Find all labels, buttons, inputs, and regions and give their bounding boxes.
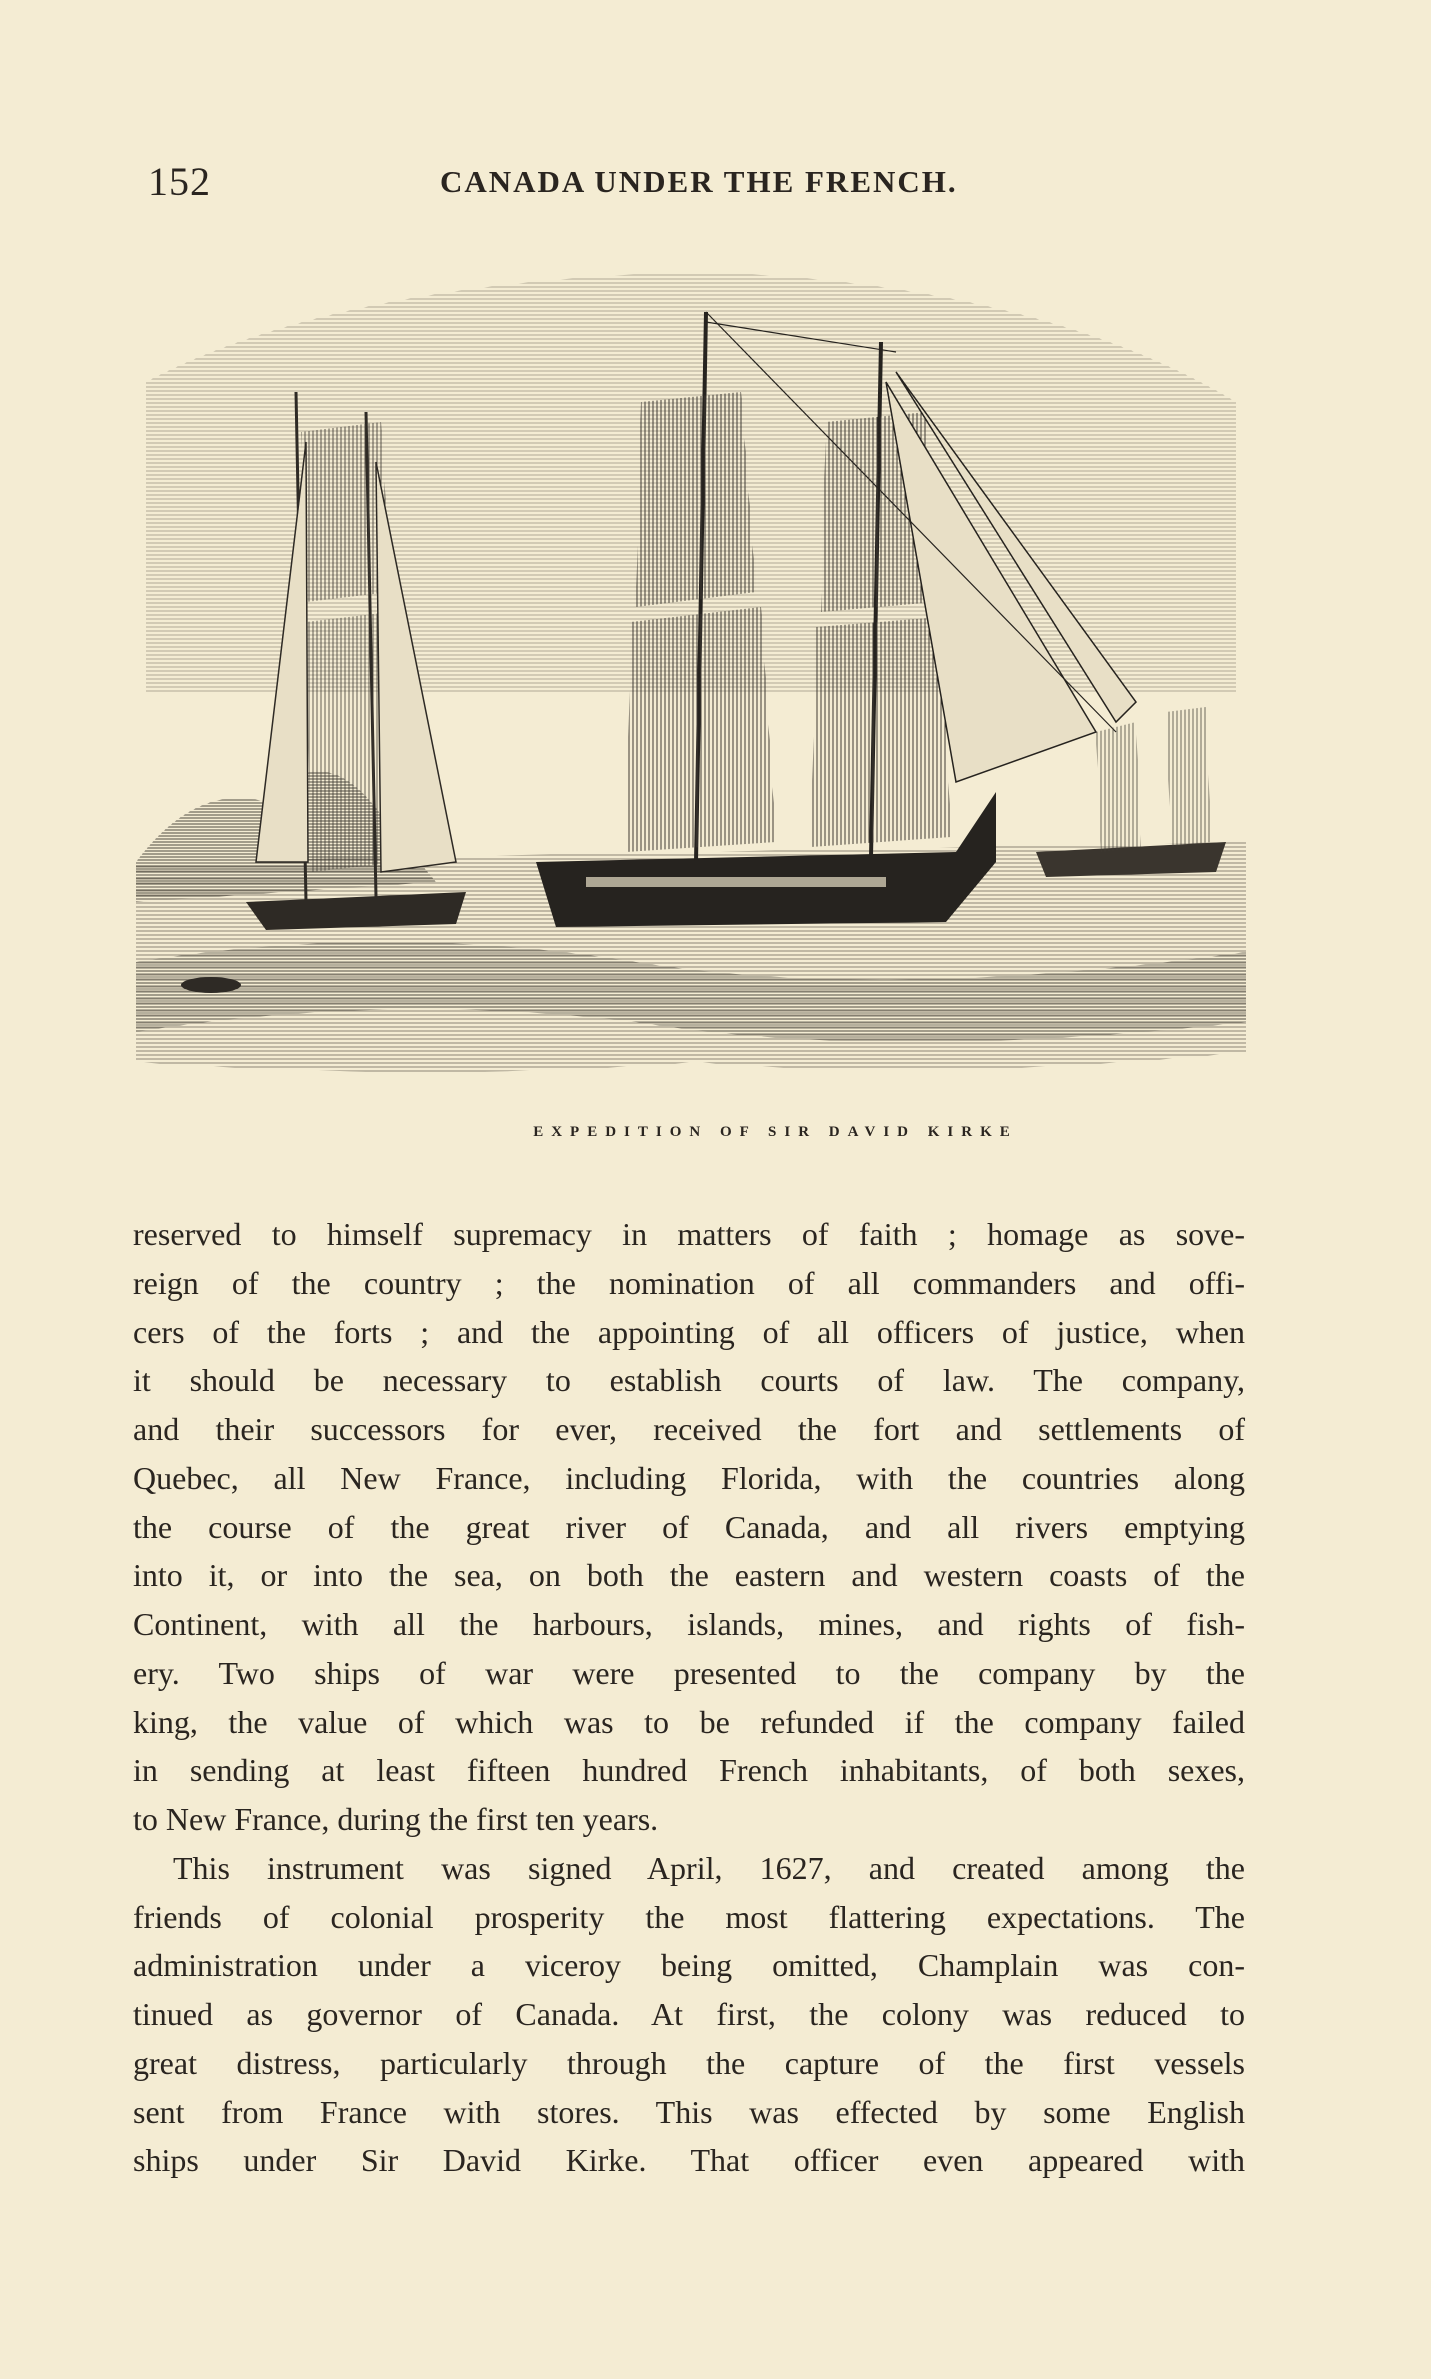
text-line: king, the value of which was to be refunded if the company failed (133, 1703, 1245, 1740)
text-line: into it, or into the sea, on both the eastern and western coasts of the (133, 1557, 1245, 1594)
text-line: sent from France with stores. This was effected by some English (133, 2093, 1245, 2130)
figure-caption: EXPEDITION OF SIR DAVID KIRKE (533, 1124, 1018, 1140)
text-line: it should be necessary to establish courts of law. The company, (133, 1362, 1245, 1399)
body-text (133, 1210, 1245, 2185)
text-line: the course of the great river of Canada, and all rivers emptying (133, 1508, 1245, 1545)
text-line: reserved to himself supremacy in matters of faith ; homage as sove- (133, 1216, 1245, 1252)
text-line: great distress, particularly through the capture of the first vessels (133, 2044, 1245, 2081)
text-line: ery. Two ships of war were presented to the company by the (133, 1654, 1245, 1691)
text-line: This instrument was signed April, 1627, and created among the (173, 1849, 1245, 1886)
text-line: friends of colonial prosperity the most flattering expectations. The (133, 1898, 1245, 1935)
running-title: CANADA UNDER THE FRENCH. (440, 164, 958, 199)
text-line: administration under a viceroy being omitted, Champlain was con- (133, 1947, 1245, 1984)
text-line: reign of the country ; the nomination of all commanders and offi- (133, 1264, 1245, 1301)
text-line: in sending at least fifteen hundred French inhabitants, of both sexes, (133, 1752, 1245, 1789)
text-line: cers of the forts ; and the appointing of all officers of justice, when (133, 1313, 1245, 1350)
text-line: Quebec, all New France, including Florida, with the countries along (133, 1459, 1245, 1496)
text-line: to New France, during the first ten years. (133, 1801, 659, 1837)
text-line: ships under Sir David Kirke. That officer even appeared with (133, 2142, 1245, 2179)
text-line: tinued as governor of Canada. At first, the colony was reduced to (133, 1996, 1245, 2032)
page-number: 152 (148, 159, 211, 204)
ship-engraving-illustration (136, 262, 1246, 1097)
text-line: Continent, with all the harbours, islands, mines, and rights of fish- (133, 1606, 1245, 1642)
text-line: and their successors for ever, received the fort and settlements of (133, 1411, 1245, 1447)
running-head (140, 158, 1250, 206)
